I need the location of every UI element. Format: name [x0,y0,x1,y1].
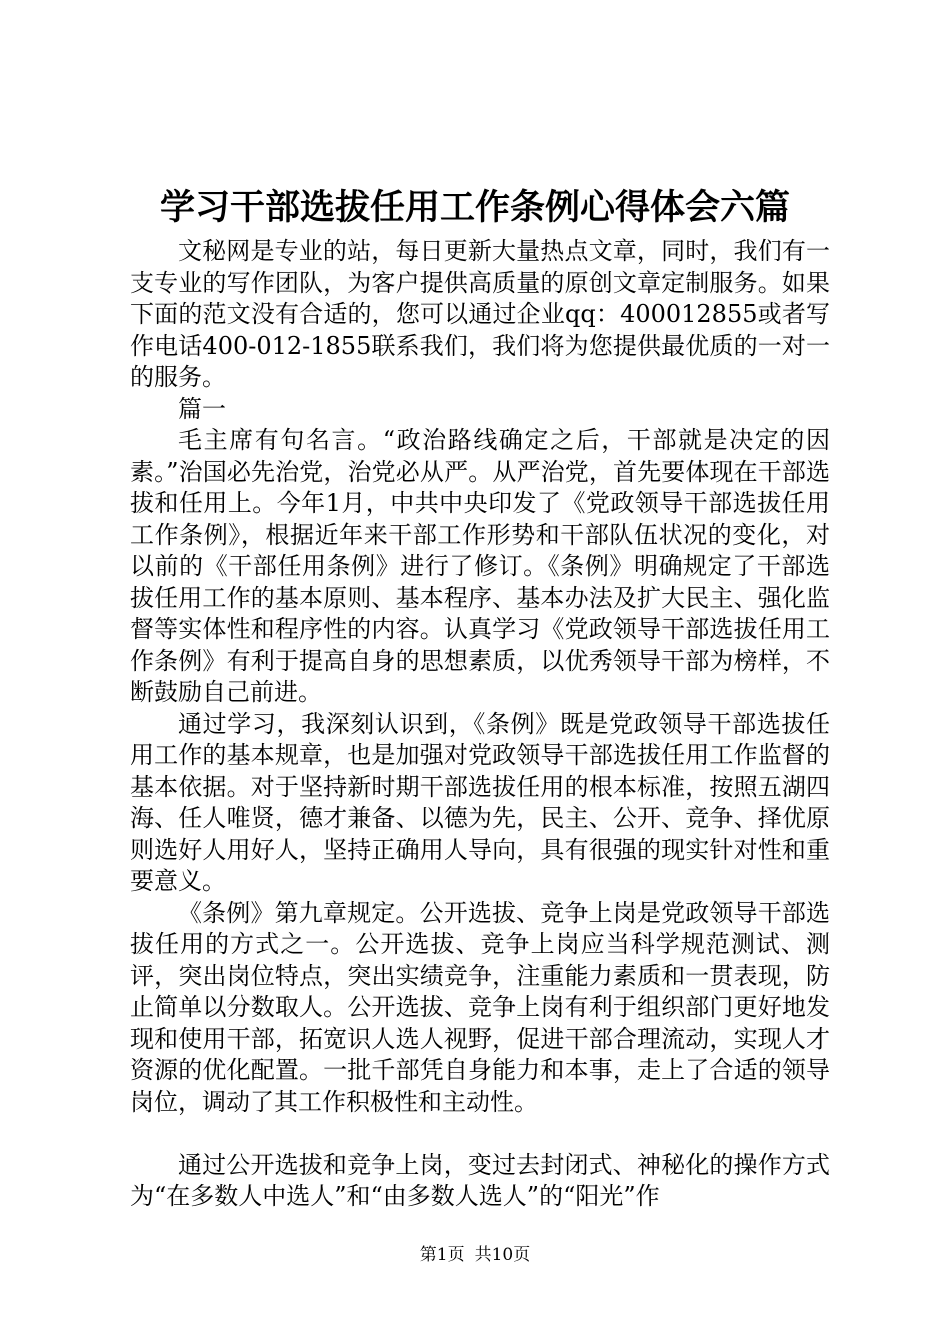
body-paragraph: 通过学习，我深刻认识到，《条例》既是党政领导干部选拔任用工作的基本规章，也是加强对党政领导干部选拔任用工作监督的基本依据。对于坚持新时期干部选拔任用的根本标准，按照五湖四海、任人唯贤，德才兼备、以德为先，民主、公开、竞争、择优原则选好人用好人，坚持正确用人导向，具有很强的现实针对性和重要意义。 [130,709,830,895]
section-heading: 篇一 [178,394,226,423]
page-footer [0,1243,950,1267]
document-body [130,236,830,1213]
page-number: 第1页 [419,1245,465,1265]
intro-paragraph: 文秘网是专业的站，每日更新大量热点文章，同时，我们有一支专业的写作团队，为客户提供高质量的原创文章定制服务。如果下面的范文没有合适的，您可以通过企业qq：400012855或者写作电话400-012-1855联系我们，我们将为您提供最优质的一对一的服务。 [130,237,830,391]
page-total: 共10页 [474,1245,531,1265]
body-paragraph: 《条例》第九章规定。公开选拔、竞争上岗是党政领导干部选拔任用的方式之一。公开选拔、竞争上岗应当科学规范测试、测评，突出岗位特点，突出实绩竞争，注重能力素质和一贯表现，防止简单以分数取人。公开选拔、竞争上岗有利于组织部门更好地发现和使用干部，拓宽识人选人视野，促进干部合理流动，实现人才资源的优化配置。一批千部凭自身能力和本事，走上了合适的领导岗位，调动了其工作积极性和主动性。 [130,898,830,1116]
body-paragraph: 毛主席有句名言。“政治路线确定之后，干部就是决定的因素。”治国必先治党，治党必从严。从严治党，首先要体现在干部选拔和任用上。今年1月，中共中央印发了《党政领导干部选拔任用工作条例》，根据近年来干部工作形势和干部队伍状况的变化，对以前的《干部任用条例》进行了修订。《条例》明确规定了干部选拔任用工作的基本原则、基本程序、基本办法及扩大民主、强化监督等实体性和程序性的内容。认真学习《党政领导干部选拔任用工作条例》有利于提高自身的思想素质，以优秀领导干部为榜样，不断鼓励自己前进。 [130,426,830,706]
body-paragraph: 通过公开选拔和竞争上岗，变过去封闭式、神秘化的操作方式为“在多数人中选人”和“由多数人选人”的“阳光”作 [130,1150,830,1210]
document-title: 学习干部选拔任用工作条例心得体会六篇 [159,187,790,228]
